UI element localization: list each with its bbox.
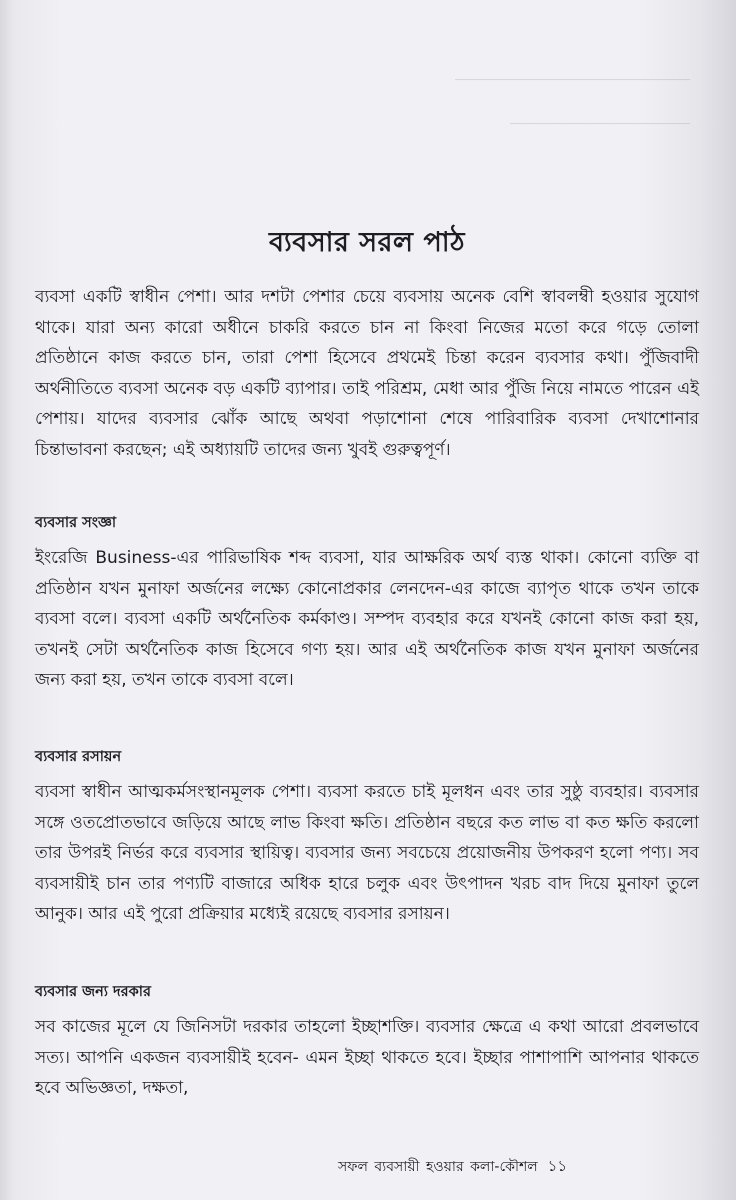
show-through-text: ────────────────────────────── ───────────────────────	[455, 73, 690, 132]
intro-paragraph: ব্যবসা একটি স্বাধীন পেশা। আর দশটা পেশার চেয়ে ব্যবসায় অনেক বেশি স্বাবলম্বী হওয়ার সুযোগ থাকে। যারা অন্য কারো অধীনে চাকরি করতে চান না কিংবা নিজের মতো করে গড়ে তোলা প্রতিষ্ঠানে কাজ করতে চান, তারা পেশা হিসেবে প্রথমেই চিন্তা করেন ব্যবসার কথা। পুঁজিবাদী অর্থনীতিতে ব্যবসা অনেক বড় একটি ব্যাপার। তাই পরিশ্রম, মেধা আর পুঁজি নিয়ে নামতে পারেন এই পেশায়। যাদের ব্যবসার ঝোঁক আছে অথবা পড়াশোনা শেষে পারিবারিক ব্যবসা দেখাশোনার চিন্তাভাবনা করছেন; এই অধ্যায়টি তাদের জন্য খুবই গুরুত্বপূর্ণ।	[35, 287, 699, 460]
section-heading-chemistry: ব্যবসার রসায়ন	[35, 749, 122, 765]
section-body-requirements: সব কাজের মূলে যে জিনিসটা দরকার তাহলো ইচ্ছাশক্তি। ব্যবসার ক্ষেত্রে এ কথা আরো প্রবলভাবে সত্য। আপনি একজন ব্যবসায়ীই হবেন- এমন ইচ্ছা থাকতে হবে। ইচ্ছার পাশাপাশি আপনার থাকতে হবে অভিজ্ঞতা, দক্ষতা,	[35, 1017, 699, 1098]
section-heading-definition: ব্যবসার সংজ্ঞা	[35, 515, 117, 531]
running-title: সফল ব্যবসায়ী হওয়ার কলা-কৌশল	[338, 1159, 538, 1175]
page-number: ১১	[547, 1157, 568, 1175]
section-body-definition: ইংরেজি Business-এর পারিভাষিক শব্দ ব্যবসা, যার আক্ষরিক অর্থ ব্যস্ত থাকা। কোনো ব্যক্তি বা প্রতিষ্ঠান যখন মুনাফা অর্জনের লক্ষ্যে কোনোপ্রকার লেনদেন-এর কাজে ব্যাপৃত থাকে তখন তাকে ব্যবসা বলে। ব্যবসা একটি অর্থনৈতিক কর্মকাণ্ড। সম্পদ ব্যবহার করে যখনই কোনো কাজ করা হয়, তখনই সেটা অর্থনৈতিক কাজ হিসেবে গণ্য হয়। আর এই অর্থনৈতিক কাজ যখন মুনাফা অর্জনের জন্য করা হয়, তখন তাকে ব্যবসা বলে।	[35, 548, 699, 690]
section-body-chemistry: ব্যবসা স্বাধীন আত্মকর্মসংস্থানমূলক পেশা। ব্যবসা করতে চাই মূলধন এবং তার সুষ্ঠু ব্যবহার। ব্যবসার সঙ্গে ওতপ্রোতভাবে জড়িয়ে আছে লাভ কিংবা ক্ষতি। প্রতিষ্ঠান বছরে কত লাভ বা কত ক্ষতি করলো তার উপরই নির্ভর করে ব্যবসার স্থায়িত্ব। ব্যবসার জন্য সবচেয়ে প্রয়োজনীয় উপকরণ হলো পণ্য। সব ব্যবসায়ীই চান তার পণ্যটি বাজারে অধিক হারে চলুক এবং উৎপাদন খরচ বাদ দিয়ে মুনাফা তুলে আনুক। আর এই পুরো প্রক্রিয়ার মধ্যেই রয়েছে ব্যবসার রসায়ন।	[35, 782, 699, 924]
section-heading-requirements: ব্যবসার জন্য দরকার	[35, 984, 151, 1000]
chapter-title: ব্যবসার সরল পাঠ	[268, 227, 466, 258]
page-footer	[338, 1155, 567, 1180]
